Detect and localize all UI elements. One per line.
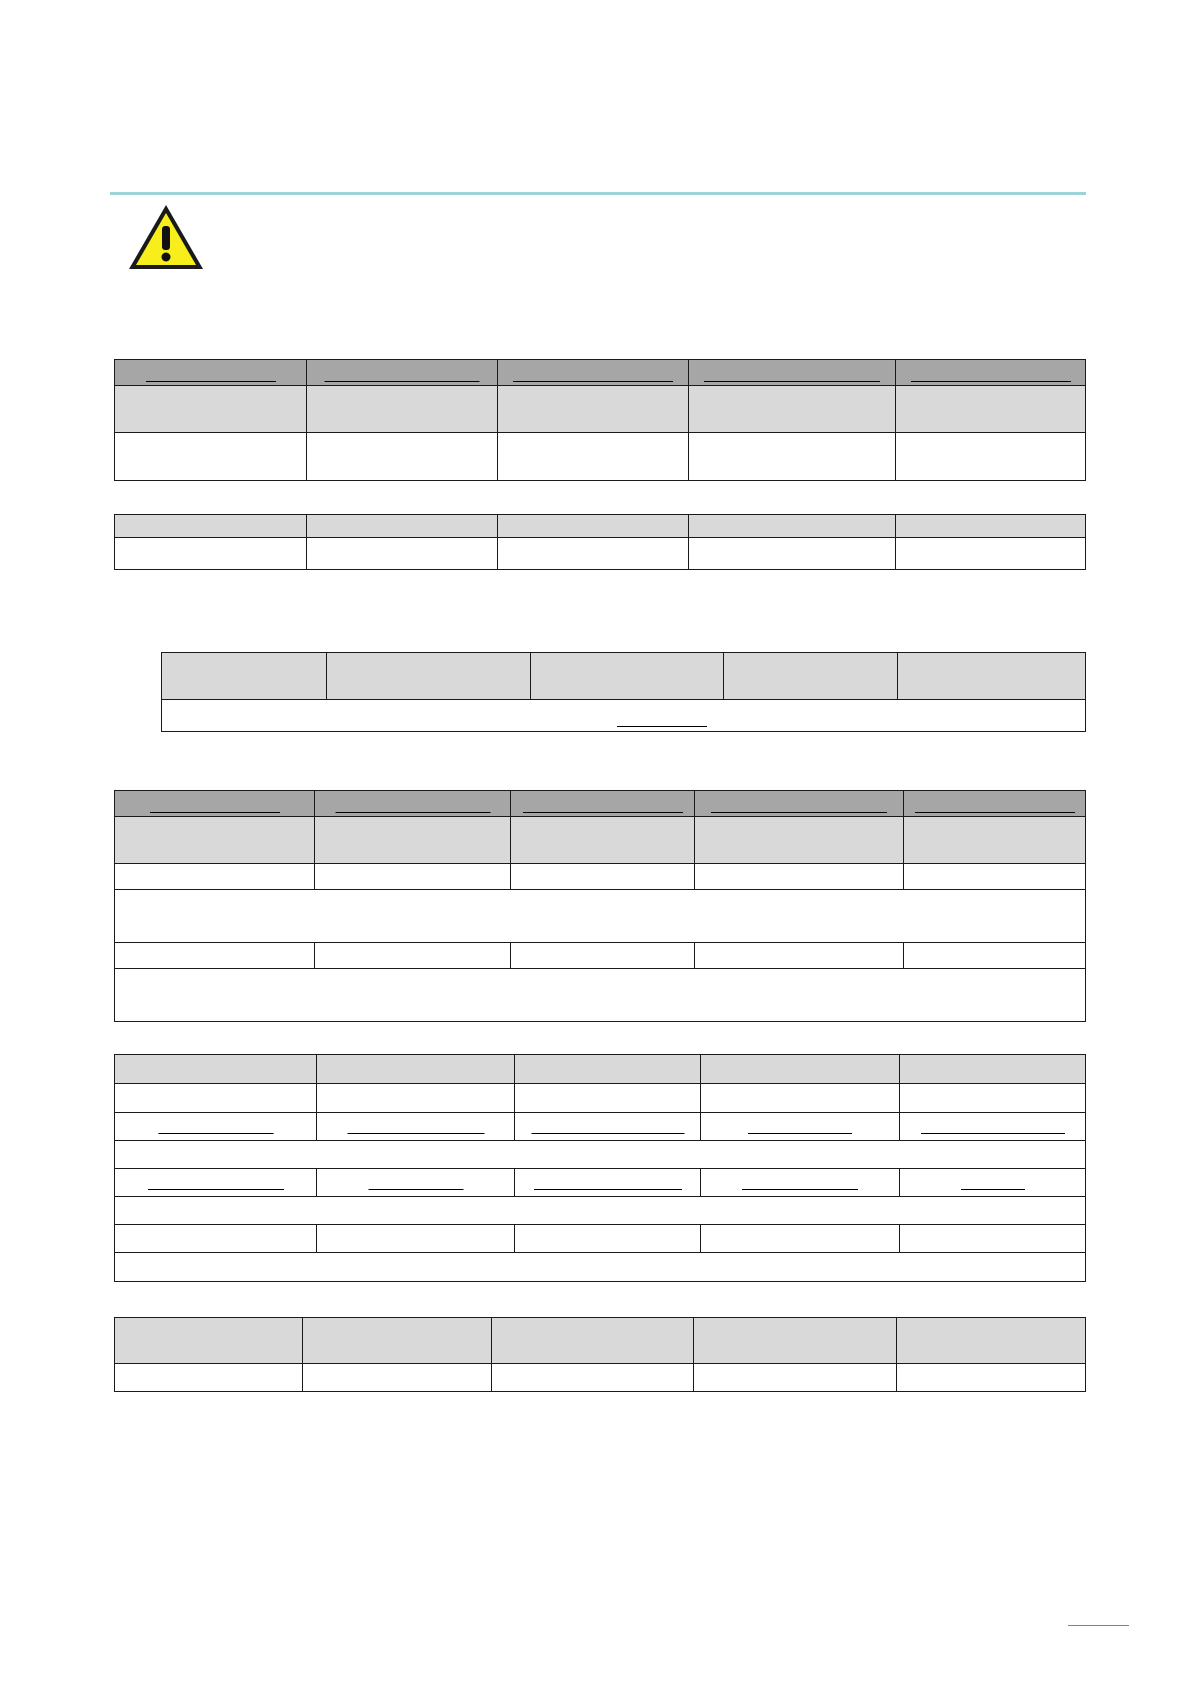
warning-triangle-icon (126, 202, 206, 272)
table-6 (114, 1317, 1086, 1392)
table-3 (161, 652, 1086, 732)
table-header-row (115, 791, 1086, 817)
table-row (115, 1169, 1086, 1197)
table-4 (114, 790, 1086, 1022)
header-cell (896, 360, 1086, 386)
table-row (115, 890, 1086, 943)
table-row (115, 1253, 1086, 1282)
page-number-rule (1068, 1625, 1129, 1626)
table-row (115, 1364, 1086, 1392)
table-header-row (115, 515, 1086, 538)
table-2 (114, 514, 1086, 570)
table-row (162, 700, 1086, 732)
table-row (115, 1141, 1086, 1169)
header-cell (689, 360, 896, 386)
table-row (115, 1113, 1086, 1141)
header-cell (904, 791, 1086, 817)
table-row (115, 386, 1086, 433)
header-cell (498, 360, 689, 386)
table-1 (114, 359, 1086, 481)
header-cell (695, 791, 904, 817)
table-header-row (115, 360, 1086, 386)
table-row (115, 817, 1086, 864)
table-row (115, 969, 1086, 1022)
table-5 (114, 1054, 1086, 1282)
table-row (115, 433, 1086, 481)
header-rule (110, 192, 1086, 195)
table-row (115, 943, 1086, 969)
table-row (115, 1197, 1086, 1225)
header-cell (315, 791, 511, 817)
table-row (115, 538, 1086, 570)
table-row (115, 1225, 1086, 1253)
table-header-row (115, 1055, 1086, 1084)
table-header-row (115, 1318, 1086, 1364)
table-row (115, 864, 1086, 890)
table-header-row (162, 653, 1086, 700)
table-row (115, 1084, 1086, 1113)
header-cell (115, 791, 315, 817)
header-cell (115, 360, 307, 386)
header-cell (511, 791, 695, 817)
header-cell (307, 360, 498, 386)
